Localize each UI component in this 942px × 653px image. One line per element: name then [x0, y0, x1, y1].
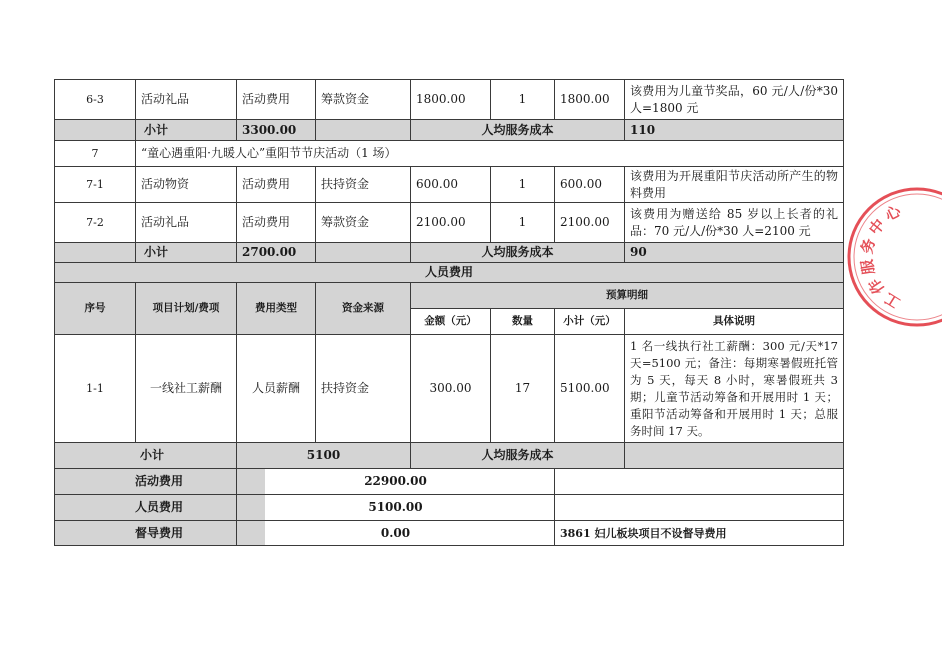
- summary-note: [555, 495, 844, 521]
- source-cell: 筹款资金: [316, 80, 411, 120]
- summary-note: [555, 469, 844, 495]
- seq-cell: 7-2: [55, 203, 136, 243]
- header-row: [55, 283, 844, 309]
- item-cell: 活动物资: [136, 167, 237, 203]
- per-capita-label: 人均服务成本: [411, 443, 625, 469]
- seq-cell: 1-1: [55, 335, 136, 443]
- red-seal-stamp: [842, 182, 942, 332]
- subtotal-cell: 1800.00: [555, 80, 625, 120]
- per-capita-label: 人均服务成本: [411, 120, 625, 141]
- header-seq: 序号: [55, 283, 136, 335]
- seq-cell: 7: [55, 141, 136, 167]
- source-cell: 扶持资金: [316, 167, 411, 203]
- summary-row: [55, 469, 844, 495]
- empty-cell: [316, 243, 411, 263]
- summary-label: 活动费用: [55, 469, 237, 495]
- budget-table: [54, 79, 844, 546]
- subtotal-row: [55, 243, 844, 263]
- qty-cell: 1: [491, 203, 555, 243]
- per-capita-label: 人均服务成本: [411, 243, 625, 263]
- table-row: [55, 203, 844, 243]
- item-cell: 一线社工薪酬: [136, 335, 237, 443]
- table-row: [55, 335, 844, 443]
- summary-label: 督导费用: [55, 521, 237, 546]
- header-budget: 预算明细: [411, 283, 844, 309]
- subtotal-cell: 5100.00: [555, 335, 625, 443]
- qty-cell: 1: [491, 167, 555, 203]
- summary-note: 3861 妇儿板块项目不设督导费用: [555, 521, 844, 546]
- subtotal-row: [55, 120, 844, 141]
- type-cell: 活动费用: [237, 203, 316, 243]
- seq-cell: 7-1: [55, 167, 136, 203]
- type-cell: 人员薪酬: [237, 335, 316, 443]
- item-cell: 活动礼品: [136, 203, 237, 243]
- desc-cell: 该费用为开展重阳节庆活动所产生的物料费用: [625, 167, 844, 203]
- seq-cell: 6-3: [55, 80, 136, 120]
- header-source: 资金来源: [316, 283, 411, 335]
- summary-value: 0.00: [237, 521, 555, 546]
- amount-cell: 600.00: [411, 167, 491, 203]
- section-title: 人员费用: [55, 263, 844, 283]
- activity-title: “童心遇重阳·九暖人心”重阳节节庆活动（1 场）: [136, 141, 844, 167]
- empty-cell: [55, 120, 136, 141]
- section-title-row: [55, 263, 844, 283]
- amount-cell: 2100.00: [411, 203, 491, 243]
- summary-value: 22900.00: [237, 469, 555, 495]
- amount-cell: 300.00: [411, 335, 491, 443]
- subtotal-row: [55, 443, 844, 469]
- subtotal-label: 小计: [136, 243, 237, 263]
- qty-cell: 1: [491, 80, 555, 120]
- subtotal-label: 小计: [136, 120, 237, 141]
- per-capita-value: 90: [625, 243, 844, 263]
- header-type: 费用类型: [237, 283, 316, 335]
- seal-text: 工作服务中心: [857, 199, 908, 313]
- subtotal-cell: 2100.00: [555, 203, 625, 243]
- header-item: 项目计划/费项: [136, 283, 237, 335]
- type-cell: 活动费用: [237, 80, 316, 120]
- summary-row: [55, 521, 844, 546]
- per-capita-value: [625, 443, 844, 469]
- summary-row: [55, 495, 844, 521]
- activity-title-row: [55, 141, 844, 167]
- desc-cell: 该费用为赠送给 85 岁以上长者的礼品：70 元/人/份*30 人=2100 元: [625, 203, 844, 243]
- empty-cell: [55, 243, 136, 263]
- header-qty: 数量: [491, 309, 555, 335]
- header-desc: 具体说明: [625, 309, 844, 335]
- amount-cell: 1800.00: [411, 80, 491, 120]
- qty-cell: 17: [491, 335, 555, 443]
- source-cell: 筹款资金: [316, 203, 411, 243]
- summary-value: 5100.00: [237, 495, 555, 521]
- svg-text:工作服务中心: [842, 192, 934, 313]
- desc-cell: 1 名一线执行社工薪酬：300 元/天*17 天=5100 元；备注：每期寒暑假班托管为 5 天，每天 8 小时，寒暑假班共 3 期；儿童节活动筹备和开展用时 1 天；重阳节活动筹备和开展用时 1 天；总服务时间 17 天。: [625, 335, 844, 443]
- header-subtotal: 小计（元）: [555, 309, 625, 335]
- source-cell: 扶持资金: [316, 335, 411, 443]
- subtotal-value: 2700.00: [237, 243, 316, 263]
- desc-cell: 该费用为儿童节奖品，60 元/人/份*30 人=1800 元: [625, 80, 844, 120]
- subtotal-value: 3300.00: [237, 120, 316, 141]
- per-capita-value: 110: [625, 120, 844, 141]
- type-cell: 活动费用: [237, 167, 316, 203]
- subtotal-cell: 600.00: [555, 167, 625, 203]
- table-row: [55, 80, 844, 120]
- summary-label: 人员费用: [55, 495, 237, 521]
- header-amount: 金额（元）: [411, 309, 491, 335]
- empty-cell: [316, 120, 411, 141]
- item-cell: 活动礼品: [136, 80, 237, 120]
- subtotal-label: 小计: [55, 443, 237, 469]
- subtotal-value: 5100: [237, 443, 411, 469]
- table-row: [55, 167, 844, 203]
